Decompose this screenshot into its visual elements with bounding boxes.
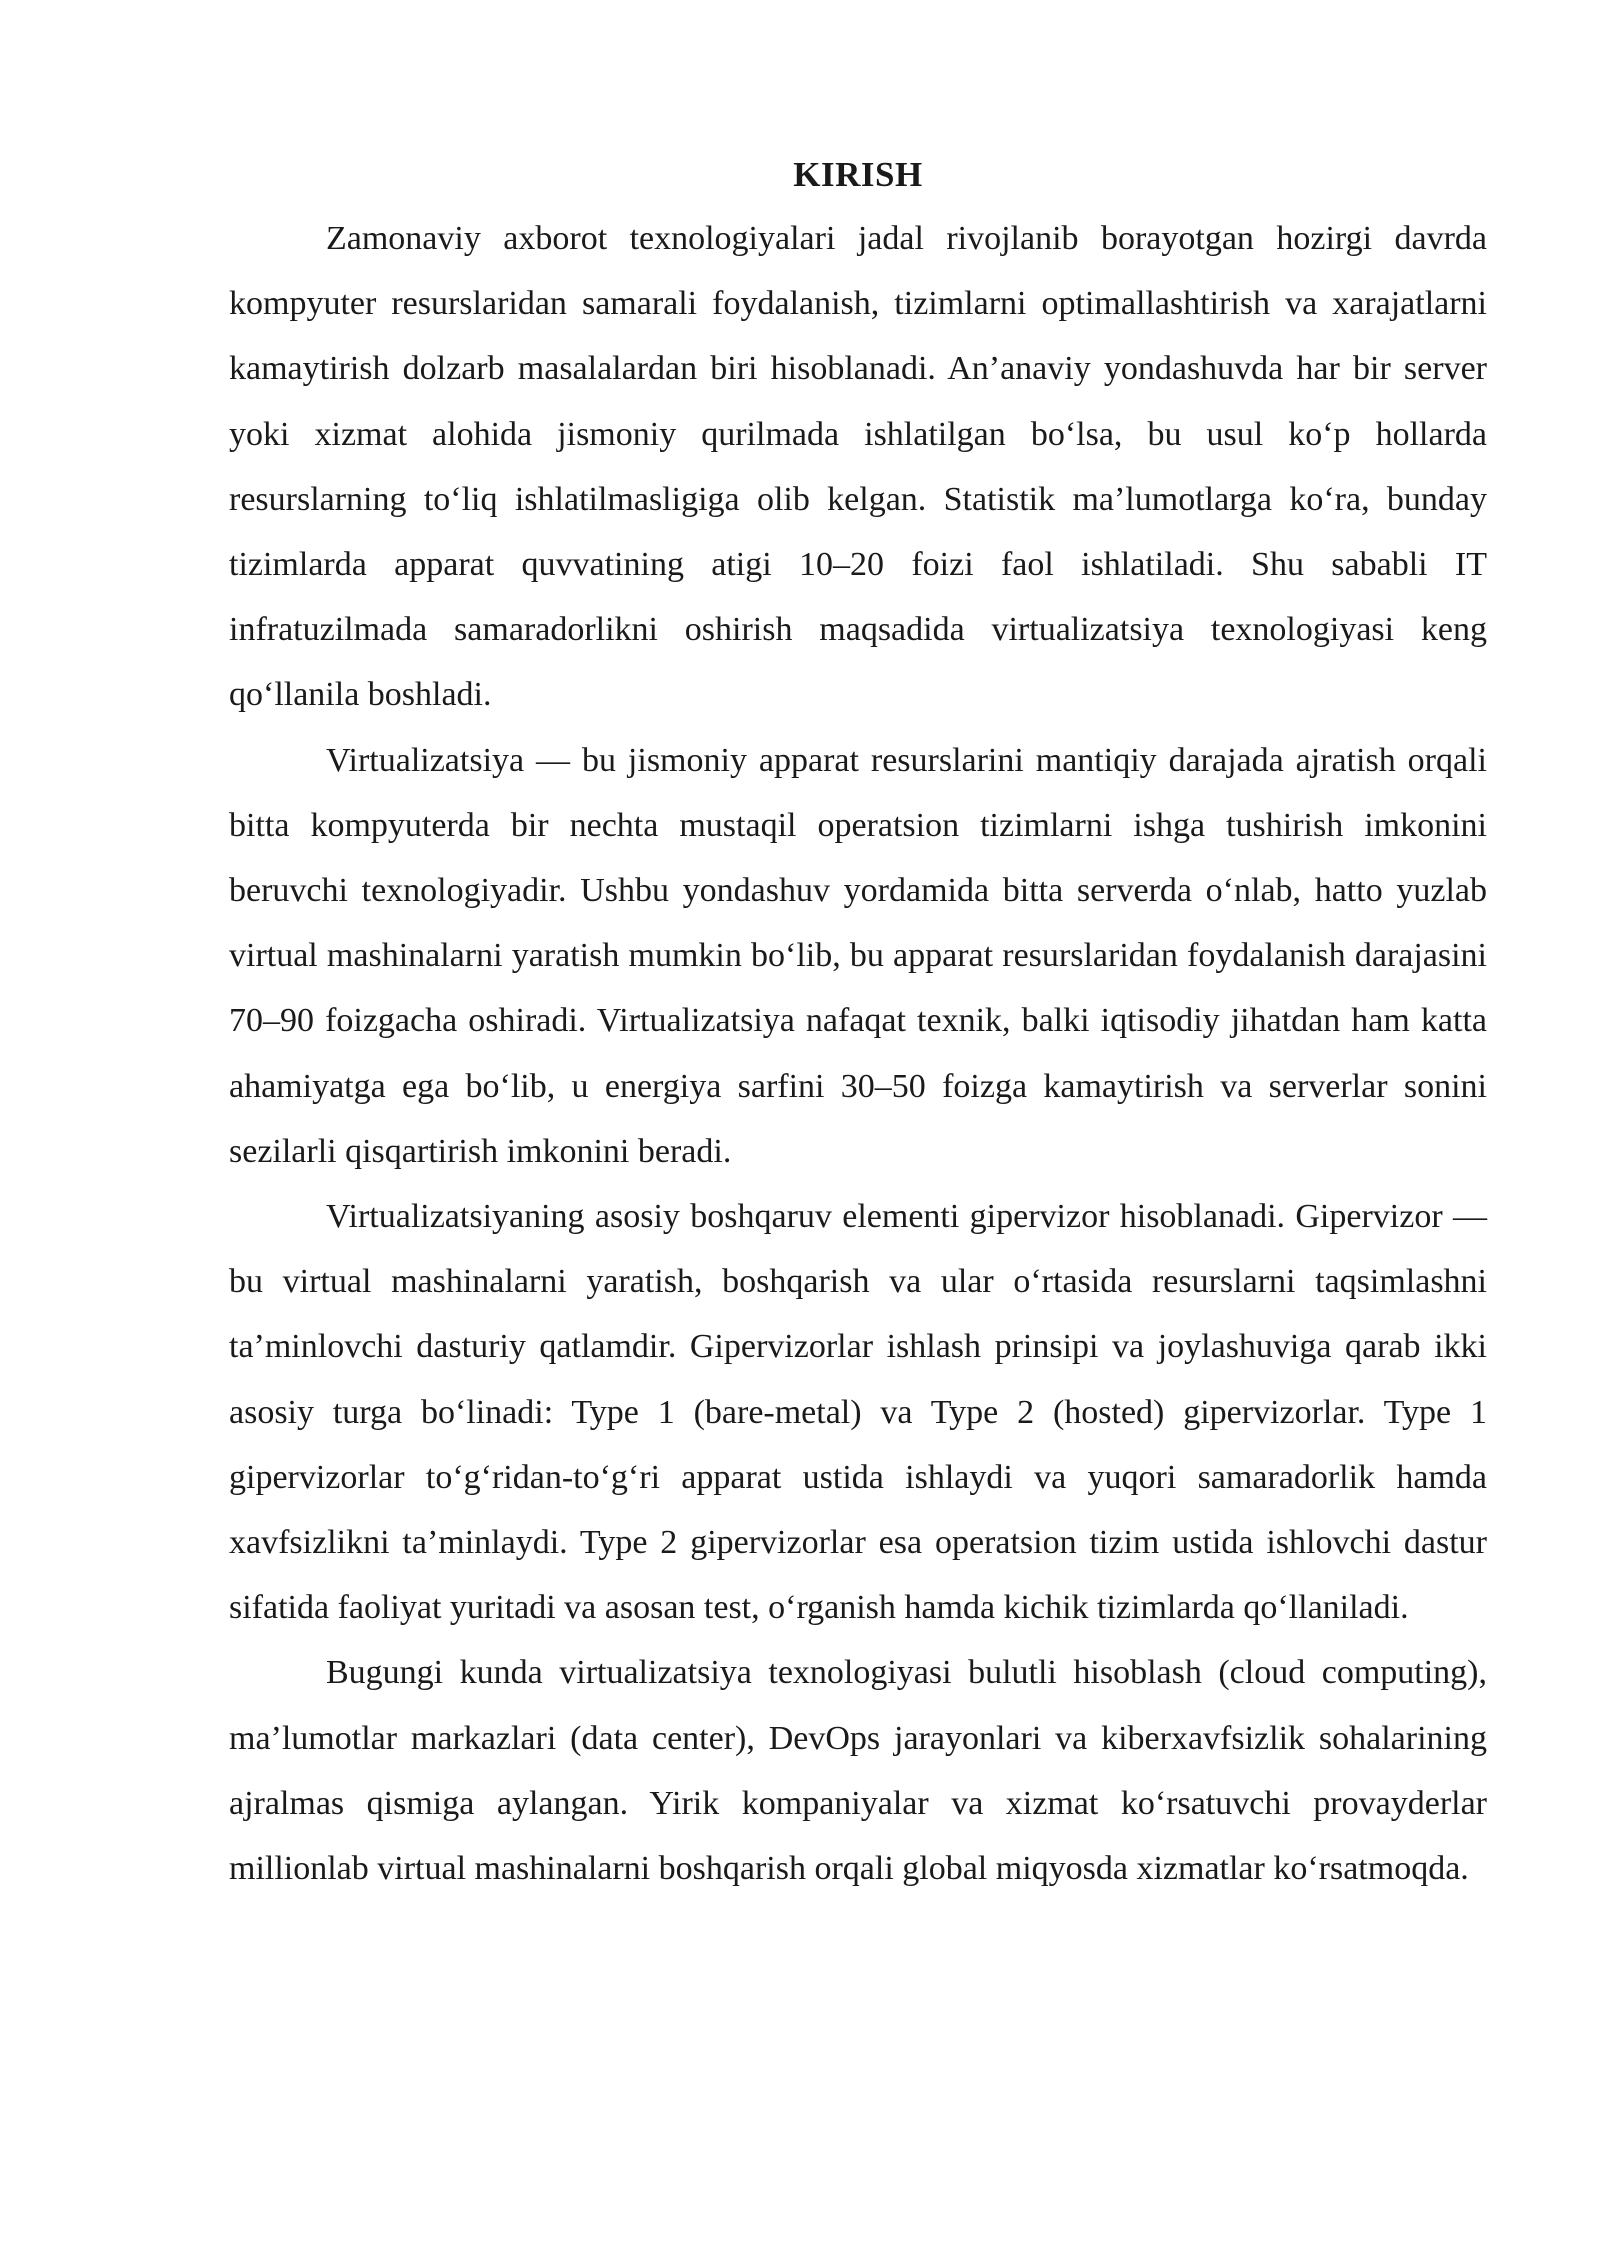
paragraph-modern-usage: Bugungi kunda virtualizatsiya texnologiyasi bulutli hisoblash (cloud computing), ma’lumotlar markazlari (data center), DevOps jarayonlari va kiberxavfsizlik sohalarining ajralmas qismiga aylangan. Yirik kompaniyalar va xizmat ko‘rsatuvchi provayderlar millionlab virtual mashinalarni boshqarish orqali global miqyosda xizmatlar ko‘rsatmoqda. bbox=[229, 1654, 1487, 1888]
paragraph-intro: Zamonaviy axborot texnologiyalari jadal rivojlanib borayotgan hozirgi davrda kompyuter resurslaridan samarali foydalanish, tizimlarni optimallashtirish va xarajatlarni kamaytirish dolzarb masalalardan biri hisoblanadi. An’anaviy yondashuvda har bir server yoki xizmat alohida jismoniy qurilmada ishlatilgan bo‘lsa, bu usul ko‘p hollarda resurslarning to‘liq ishlatilmasligiga olib kelgan. Statistik ma’lumotlarga ko‘ra, bunday tizimlarda apparat quvvatining atigi 10–20 foizi faol ishlatiladi. Shu sababli IT infratuzilmada samaradorlikni oshirish maqsadida virtualizatsiya texnologiyasi keng qo‘llanila boshladi. bbox=[229, 220, 1487, 714]
document-page bbox=[229, 150, 1487, 1901]
document-title: KIRISH bbox=[793, 155, 923, 194]
paragraph-virtualization-definition: Virtualizatsiya — bu jismoniy apparat resurslarini mantiqiy darajada ajratish orqali bitta kompyuterda bir nechta mustaqil operatsion tizimlarni ishga tushirish imkonini beruvchi texnologiyadir. Ushbu yondashuv yordamida bitta serverda o‘nlab, hatto yuzlab virtual mashinalarni yaratish mumkin bo‘lib, bu apparat resurslaridan foydalanish darajasini 70–90 foizgacha oshiradi. Virtualizatsiya nafaqat texnik, balki iqtisodiy jihatdan ham katta ahamiyatga ega bo‘lib, u energiya sarfini 30–50 foizga kamaytirish va serverlar sonini sezilarli qisqartirish imkonini beradi. bbox=[229, 741, 1487, 1170]
paragraph-hypervisor: Virtualizatsiyaning asosiy boshqaruv elementi gipervizor hisoblanadi. Gipervizor — bu virtual mashinalarni yaratish, boshqarish va ular o‘rtasida resurslarni taqsimlashni ta’minlovchi dasturiy qatlamdir. Gipervizorlar ishlash prinsipi va joylashuviga qarab ikki asosiy turga bo‘linadi: Type 1 (bare-metal) va Type 2 (hosted) gipervizorlar. Type 1 gipervizorlar to‘g‘ridan-to‘g‘ri apparat ustida ishlaydi va yuqori samaradorlik hamda xavfsizlikni ta’minlaydi. Type 2 gipervizorlar esa operatsion tizim ustida ishlovchi dastur sifatida faoliyat yuritadi va asosan test, o‘rganish hamda kichik tizimlarda qo‘llaniladi. bbox=[229, 1198, 1487, 1627]
